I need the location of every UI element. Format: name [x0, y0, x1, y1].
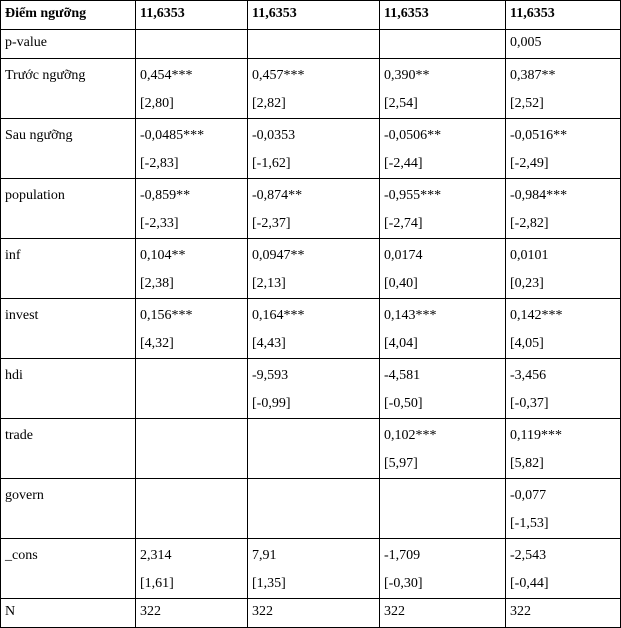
coefficient: 0,457***: [252, 68, 305, 83]
table-cell: [136, 179, 248, 239]
header-row: [1, 1, 621, 30]
t-statistic: [0,23]: [510, 276, 544, 291]
coefficient: 0,387**: [510, 68, 556, 83]
coefficient: 0,142***: [510, 308, 563, 323]
row-label: Trước ngưỡng: [1, 59, 136, 119]
row-label: _cons: [1, 539, 136, 599]
table-cell: [248, 479, 380, 539]
row-label: Sau ngưỡng: [1, 119, 136, 179]
t-statistic: [2,13]: [252, 276, 286, 291]
t-statistic: [4,04]: [384, 336, 418, 351]
table-row-p-value: [1, 30, 621, 59]
coefficient: 0,390**: [384, 68, 430, 83]
table-cell: [380, 599, 506, 628]
header-cell: 11,6353: [380, 1, 506, 30]
table-cell: [506, 359, 621, 419]
table-cell: [248, 359, 380, 419]
coefficient: -3,456: [510, 368, 547, 383]
table-cell: [136, 359, 248, 419]
coefficient: 0,104**: [140, 248, 186, 263]
table-cell: [136, 539, 248, 599]
header-cell: 11,6353: [506, 1, 621, 30]
coefficient: 0,0174: [384, 248, 423, 263]
row-label: population: [1, 179, 136, 239]
observations: 322: [140, 604, 161, 619]
table-cell: [248, 299, 380, 359]
observations: 322: [510, 604, 531, 619]
table-cell: [136, 119, 248, 179]
table-cell: [136, 299, 248, 359]
coefficient: -0,874**: [252, 188, 303, 203]
t-statistic: [-0,30]: [384, 576, 423, 591]
table-cell: [380, 539, 506, 599]
t-statistic: [-2,49]: [510, 156, 549, 171]
table-cell: [506, 239, 621, 299]
coefficient: -1,709: [384, 548, 421, 563]
t-statistic: [5,97]: [384, 456, 418, 471]
row-label: govern: [1, 479, 136, 539]
coefficient: 0,119***: [510, 428, 562, 443]
coefficient: 0,143***: [384, 308, 437, 323]
coefficient: 0,0101: [510, 248, 549, 263]
coefficient: -0,984***: [510, 188, 568, 203]
table-row-trade: [1, 419, 621, 479]
t-statistic: [-0,50]: [384, 396, 423, 411]
table-cell: [380, 359, 506, 419]
table-cell: [506, 299, 621, 359]
coefficient: 0,454***: [140, 68, 193, 83]
table-row-n: [1, 599, 621, 628]
table-cell: [248, 119, 380, 179]
t-statistic: [2,54]: [384, 96, 418, 111]
row-label: N: [1, 599, 136, 628]
table-cell: [506, 479, 621, 539]
table-cell: [380, 239, 506, 299]
t-statistic: [-2,82]: [510, 216, 549, 231]
t-statistic: [-1,62]: [252, 156, 291, 171]
row-label: trade: [1, 419, 136, 479]
header-cell: 11,6353: [136, 1, 248, 30]
coefficient: -0,077: [510, 488, 547, 503]
coefficient: -4,581: [384, 368, 421, 383]
table-cell: [380, 119, 506, 179]
table-cell: [506, 119, 621, 179]
coefficient: -0,955***: [384, 188, 442, 203]
table-cell: [136, 599, 248, 628]
t-statistic: [4,05]: [510, 336, 544, 351]
table-row-inf: [1, 239, 621, 299]
table-cell: [248, 59, 380, 119]
t-statistic: [2,38]: [140, 276, 174, 291]
table-cell: [136, 479, 248, 539]
coefficient: -0,859**: [140, 188, 191, 203]
table-cell: [248, 539, 380, 599]
t-statistic: [1,61]: [140, 576, 174, 591]
t-statistic: [-2,44]: [384, 156, 423, 171]
table-cell: [136, 59, 248, 119]
coefficient: -0,0516**: [510, 128, 568, 143]
row-label: inf: [1, 239, 136, 299]
table-row-truoc-nguong: [1, 59, 621, 119]
t-statistic: [-0,44]: [510, 576, 549, 591]
coefficient: -0,0506**: [384, 128, 442, 143]
table-row-govern: [1, 479, 621, 539]
coefficient: -0,0485***: [140, 128, 205, 143]
coefficient: 0,005: [510, 35, 542, 50]
table-row-population: [1, 179, 621, 239]
row-label: invest: [1, 299, 136, 359]
observations: 322: [384, 604, 405, 619]
t-statistic: [-2,37]: [252, 216, 291, 231]
table-row-sau-nguong: [1, 119, 621, 179]
t-statistic: [1,35]: [252, 576, 286, 591]
t-statistic: [2,80]: [140, 96, 174, 111]
table-cell: [506, 539, 621, 599]
t-statistic: [4,32]: [140, 336, 174, 351]
coefficient: -9,593: [252, 368, 289, 383]
table-cell: [248, 239, 380, 299]
table-cell: [380, 179, 506, 239]
header-cell: 11,6353: [248, 1, 380, 30]
observations: 322: [252, 604, 273, 619]
t-statistic: [-2,33]: [140, 216, 179, 231]
coefficient: 7,91: [252, 548, 277, 563]
table-cell: [380, 419, 506, 479]
table-cell: [380, 299, 506, 359]
table-cell: [248, 179, 380, 239]
coefficient: 0,102***: [384, 428, 437, 443]
row-label: p-value: [1, 30, 136, 59]
table-cell: [248, 30, 380, 59]
coefficient: 2,314: [140, 548, 172, 563]
t-statistic: [-0,37]: [510, 396, 549, 411]
header-cell: Điểm ngưỡng: [1, 1, 136, 30]
coefficient: 0,156***: [140, 308, 193, 323]
table-cell: [506, 419, 621, 479]
t-statistic: [0,40]: [384, 276, 418, 291]
table-cell: [506, 59, 621, 119]
table-cell: [248, 419, 380, 479]
coefficient: 0,0947**: [252, 248, 305, 263]
t-statistic: [4,43]: [252, 336, 286, 351]
table-row-hdi: [1, 359, 621, 419]
table-cell: [506, 179, 621, 239]
table-cell: [380, 479, 506, 539]
coefficient: 0,164***: [252, 308, 305, 323]
table-row-invest: [1, 299, 621, 359]
table-cell: [136, 419, 248, 479]
coefficient: -2,543: [510, 548, 547, 563]
table-cell: [136, 239, 248, 299]
table-cell: [248, 599, 380, 628]
t-statistic: [-2,83]: [140, 156, 179, 171]
table-cell: [380, 59, 506, 119]
t-statistic: [2,52]: [510, 96, 544, 111]
t-statistic: [-1,53]: [510, 516, 549, 531]
table-cell: [380, 30, 506, 59]
table-cell: [506, 599, 621, 628]
t-statistic: [-2,74]: [384, 216, 423, 231]
coefficient: -0,0353: [252, 128, 296, 143]
t-statistic: [2,82]: [252, 96, 286, 111]
t-statistic: [5,82]: [510, 456, 544, 471]
table-cell: [136, 30, 248, 59]
table-row-cons: [1, 539, 621, 599]
t-statistic: [-0,99]: [252, 396, 291, 411]
table-cell: [506, 30, 621, 59]
row-label: hdi: [1, 359, 136, 419]
